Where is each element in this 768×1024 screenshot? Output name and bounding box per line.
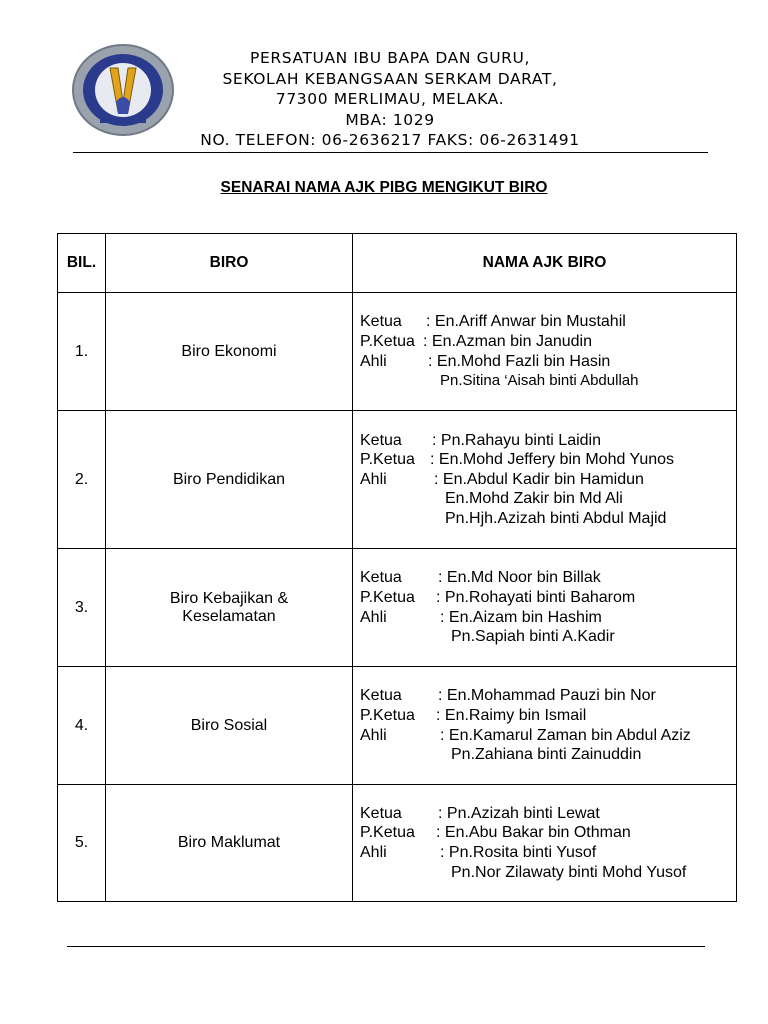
- committee-members: [353, 293, 737, 411]
- ahli-line: Ahli : En.Kamarul Zaman bin Abdul Aziz: [360, 726, 691, 744]
- ahli-line: Pn.Sitina ‘Aisah binti Abdullah: [440, 372, 639, 390]
- footer-divider: [67, 946, 705, 947]
- contact-numbers: NO. TELEFON: 06-2636217 FAKS: 06-2631491: [200, 131, 580, 149]
- association-name: PERSATUAN IBU BAPA DAN GURU,: [250, 49, 530, 67]
- row-number: 1.: [58, 293, 106, 411]
- ahli-line: Pn.Hjh.Azizah binti Abdul Majid: [445, 509, 667, 527]
- table-row: [58, 785, 737, 902]
- table-row: [58, 293, 737, 411]
- table-row: [58, 667, 737, 785]
- ahli-line: Ahli : En.Mohd Fazli bin Hasin: [360, 352, 611, 370]
- ketua-line: Ketua : Pn.Azizah binti Lewat: [360, 804, 600, 822]
- header-divider: [73, 152, 708, 153]
- row-number: 3.: [58, 549, 106, 667]
- school-name: SEKOLAH KEBANGSAAN SERKAM DARAT,: [222, 69, 558, 88]
- column-header-bil: BIL.: [58, 234, 106, 293]
- bureau-name: Biro Ekonomi: [106, 293, 353, 411]
- ketua-line: Ketua : En.Md Noor bin Billak: [360, 569, 601, 587]
- school-address: 77300 MERLIMAU, MELAKA.: [275, 90, 505, 108]
- table-header-row: [58, 234, 737, 293]
- ketua-line: Ketua : Pn.Rahayu binti Laidin: [360, 431, 601, 449]
- ahli-line: Pn.Zahiana binti Zainuddin: [451, 746, 642, 764]
- committee-members: [353, 549, 737, 667]
- ahli-line: Ahli : Pn.Rosita binti Yusof: [360, 844, 597, 861]
- pketua-line: P.Ketua : En.Raimy bin Ismail: [360, 706, 587, 724]
- document-title: SENARAI NAMA AJK PIBG MENGIKUT BIRO: [220, 179, 548, 196]
- ahli-line: En.Mohd Zakir bin Md Ali: [445, 490, 623, 508]
- bureau-name: Biro Maklumat: [106, 785, 353, 902]
- school-code: MBA: 1029: [345, 110, 435, 129]
- ahli-line: Ahli : En.Aizam bin Hashim: [360, 608, 602, 626]
- ahli-line: Pn.Sapiah binti A.Kadir: [451, 628, 615, 646]
- row-number: 5.: [58, 785, 106, 902]
- letterhead: [160, 48, 620, 151]
- bureau-name: Biro Pendidikan: [106, 411, 353, 549]
- committee-table: [57, 233, 737, 902]
- column-header-biro: BIRO: [106, 234, 353, 293]
- ahli-line: Ahli : En.Abdul Kadir bin Hamidun: [360, 470, 644, 488]
- committee-members: [353, 785, 737, 902]
- pketua-line: P.Ketua : En.Azman bin Janudin: [360, 332, 592, 350]
- committee-members: [353, 411, 737, 549]
- row-number: 2.: [58, 411, 106, 549]
- bureau-name: Biro Kebajikan & Keselamatan: [106, 549, 353, 667]
- ketua-line: Ketua : En.Mohammad Pauzi bin Nor: [360, 687, 656, 705]
- column-header-nama: NAMA AJK BIRO: [353, 234, 737, 293]
- bureau-name: Biro Sosial: [106, 667, 353, 785]
- pketua-line: P.Ketua : En.Abu Bakar bin Othman: [360, 824, 631, 842]
- pketua-line: P.Ketua : En.Mohd Jeffery bin Mohd Yunos: [360, 451, 675, 469]
- pketua-line: P.Ketua : Pn.Rohayati binti Baharom: [360, 588, 636, 606]
- ketua-line: Ketua : En.Ariff Anwar bin Mustahil: [360, 313, 626, 331]
- committee-members: [353, 667, 737, 785]
- ahli-line: Pn.Nor Zilawaty binti Mohd Yusof: [451, 863, 687, 881]
- table-row: [58, 549, 737, 667]
- row-number: 4.: [58, 667, 106, 785]
- table-row: [58, 411, 737, 549]
